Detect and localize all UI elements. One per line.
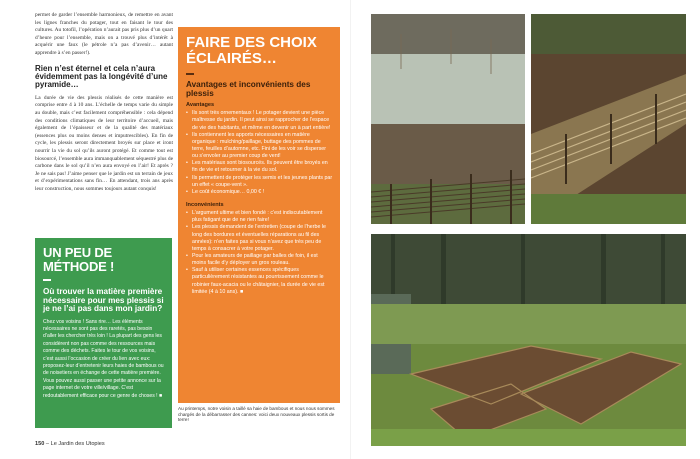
folio-separator: –: [45, 441, 50, 447]
section-heading: Rien n’est éternel et cela n’aura évidemment pas la longévité d’une pyramide…: [35, 63, 168, 90]
drawbacks-label: Inconvénients: [186, 202, 224, 209]
photo-caption: Au printemps, notre voisin a taillé sa haie de bambous et nous nous sommes chargés de la débarrasser des cannes: voici deux nouveaux plessis sortis de terre!: [178, 406, 335, 423]
page-number: 150: [35, 441, 45, 447]
drawbacks-list: [186, 210, 333, 296]
photo-frosty-fence: [371, 14, 525, 224]
body-column: [35, 12, 173, 194]
page-folio: [35, 441, 105, 447]
list-item: • Ils contiennent les apports nécessaires en matière organique : mulching/paillage, buttage des pommes de terre, feuilles d’automne, etc. Fini de les voir se disperser ou s’envoler au premier coup de vent!: [186, 132, 333, 161]
choices-box: [178, 27, 340, 403]
list-item: • Ils sont très ornementaux ! Le potager devient une pièce maîtresse du jardin. Il peut ainsi se rapprocher de l’espace de vie des habitants, et même en devenir un à part entière!: [186, 110, 333, 131]
list-item: • Le coût économique… 0,00 € !: [186, 189, 333, 196]
photo-garden-overview: [371, 234, 686, 446]
method-box-text: Chez vos voisins ! Sans rire… Les éléments nécessaires ne sont pas des raretés, pas besoin d’aller les chercher très loin ! La plupart des gens les considèrent non pas comme des ressources mais comme des déchets. Faites le tour de vos voisins, c’est aussi l’occasion de créer du lien avec eux: proposez-leur d’entretenir leurs haies de bambous ou de noisetiers en échange de cette matière première. Vous pouvez aussi passer une petite annonce sur la page internet de votre ville/village. C’est redoutablement efficace pour ce genre de choses ! ■: [43, 318, 164, 399]
choices-box-rule: [186, 73, 194, 75]
list-item: • Pour les amateurs de paillage par balles de foin, il est moins facile d’y déployer un gros rouleau.: [186, 253, 333, 267]
advantages-label: Avantages: [186, 102, 215, 109]
list-item: • Les plessis demandent de l’entretien (coupe de l’herbe le long des bordures et éventuelles réparations au fil des années): n’en faites pas si vous n’avez que très peu de temps à consacrer à votre potager.: [186, 224, 333, 253]
intro-paragraph: permet de garder l’ensemble harmonieux, de remettre en avant les lignes franches du potager, tout en faisant le tour des cultures. Au totofil, l’opération n’aurait pas pris plus d’un quart d’heure pour l’ensemble, mais on a trouvé plus d’intérêt à acquérir une faux (le pétrole n’a pas d’avenir… autant apprendre à s’en passer!).: [35, 12, 173, 56]
method-box: [35, 238, 172, 428]
spread-gutter: [350, 0, 351, 459]
publication-title: Le Jardin des Utopies: [50, 441, 105, 447]
section-paragraph: La durée de vie des plessis réalisés de cette manière est comprise entre 4 à 10 ans. L’échelle de temps varie du simple au double, mais c’est facilement compréhensible : cela dépend des conditions climatiques de leur territoire d’accueil, mais également de l’épaisseur et de la qualité des matériaux (essences plus ou moins denses et imputrescibles). En fin de cycle, les plessis seront directement broyés sur place et iront nourrir la vie du sol qu’ils auront protégé. Et comme tout est biosourcé, l’ensemble aura immanquablement séquestré plus de carbone dans le sol qu’il n’en aura envoyé en l’air! Et après ? Je ne sais pas! J’aime penser que le jardin est un terrain de jeux et d’expérimentations sans fin… En attendant, trois ans après leur construction, nous sommes toujours autant conquis!: [35, 94, 173, 192]
method-box-question: Où trouver la matière première nécessaire pour mes plessis si je ne l’ai pas dans mon jardin?: [43, 287, 164, 313]
choices-box-subtitle: Avantages et inconvénients des plessis: [186, 80, 311, 98]
photo-raised-beds: [531, 14, 686, 224]
list-item: • Les matériaux sont biosourcés. Ils peuvent être broyés en fin de vie et retourner à la vie du sol.: [186, 160, 333, 174]
list-item: • L’argument ultime et bien fondé : c’est indiscutablement plus fatigant que de ne rien faire!: [186, 210, 333, 224]
method-box-rule: [43, 279, 51, 281]
list-item: • Ils permettent de protéger les semis et les jeunes plants par un effet « coupe-vent ».: [186, 175, 333, 189]
advantages-list: [186, 110, 333, 196]
method-box-title: UN PEU DE MÉTHODE !: [43, 245, 115, 274]
list-item: • Sauf à utiliser certaines essences spécifiques particulièrement résistantes au pourrissement comme le robinier faux-acacia ou le châtaignier, la durée de vie est limitée (4 à 10 ans). ■: [186, 267, 333, 296]
choices-box-title: FAIRE DES CHOIX ÉCLAIRÉS…: [186, 34, 317, 67]
